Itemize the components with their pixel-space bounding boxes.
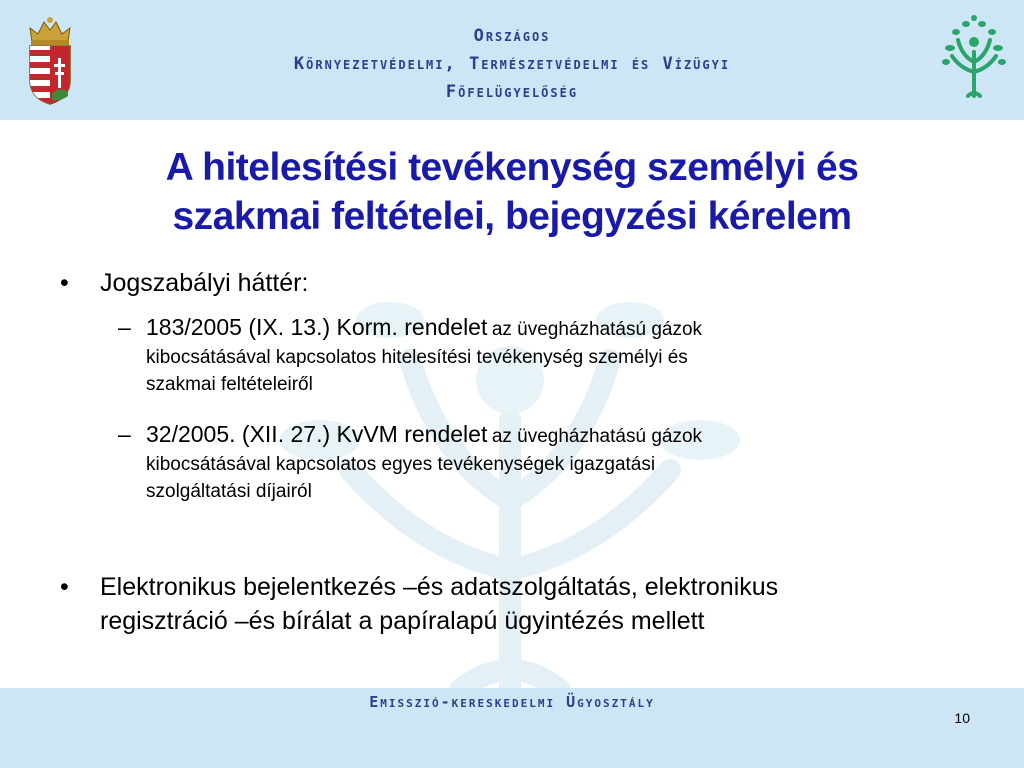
sub-item-decree-183 xyxy=(118,314,703,398)
sub-item-decree-32 xyxy=(118,421,703,505)
bullet-text-line-2: regisztráció –és bírálat a papíralapú ügyintézés mellett xyxy=(100,607,705,635)
bullet-text: Jogszabályi háttér: xyxy=(100,269,309,297)
department-name: Emisszió-kereskedelmi Ügyosztály xyxy=(369,693,655,711)
decree-description-line-3: szolgáltatási díjairól xyxy=(146,481,312,502)
bullet-marker: • xyxy=(60,573,69,601)
bullet-electronic-registration xyxy=(60,570,779,638)
org-name-line-1: Országos xyxy=(473,26,551,46)
org-name-line-3: Főfelügyelőség xyxy=(445,82,579,102)
decree-reference: 183/2005 (IX. 13.) Korm. rendelet xyxy=(146,314,488,340)
bullet-marker: • xyxy=(60,269,69,297)
decree-description-line-3: szakmai feltételeiről xyxy=(146,374,313,395)
decree-description-start: az üvegházhatású gázok xyxy=(491,426,703,447)
bullet-text-line-1: Elektronikus bejelentkezés –és adatszolgáltatás, elektronikus xyxy=(100,573,779,601)
bullet-legal-background xyxy=(60,266,309,300)
sub-item-marker: – xyxy=(118,314,131,340)
org-name-line-2: Környezetvédelmi, Természetvédelmi és Vízügyi xyxy=(293,54,731,74)
decree-reference: 32/2005. (XII. 27.) KvVM rendelet xyxy=(146,421,488,447)
decree-description-line-2: kibocsátásával kapcsolatos hitelesítési tevékenység személyi és xyxy=(146,347,688,368)
page-number: 10 xyxy=(954,710,970,726)
decree-description-start: az üvegházhatású gázok xyxy=(491,319,703,340)
slide-title-line-1: A hitelesítési tevékenység személyi és xyxy=(165,146,859,189)
decree-description-line-2: kibocsátásával kapcsolatos egyes tevékenységek igazgatási xyxy=(146,454,656,475)
sub-item-marker: – xyxy=(118,421,131,447)
slide-title-line-2: szakmai feltételei, bejegyzési kérelem xyxy=(172,195,852,238)
